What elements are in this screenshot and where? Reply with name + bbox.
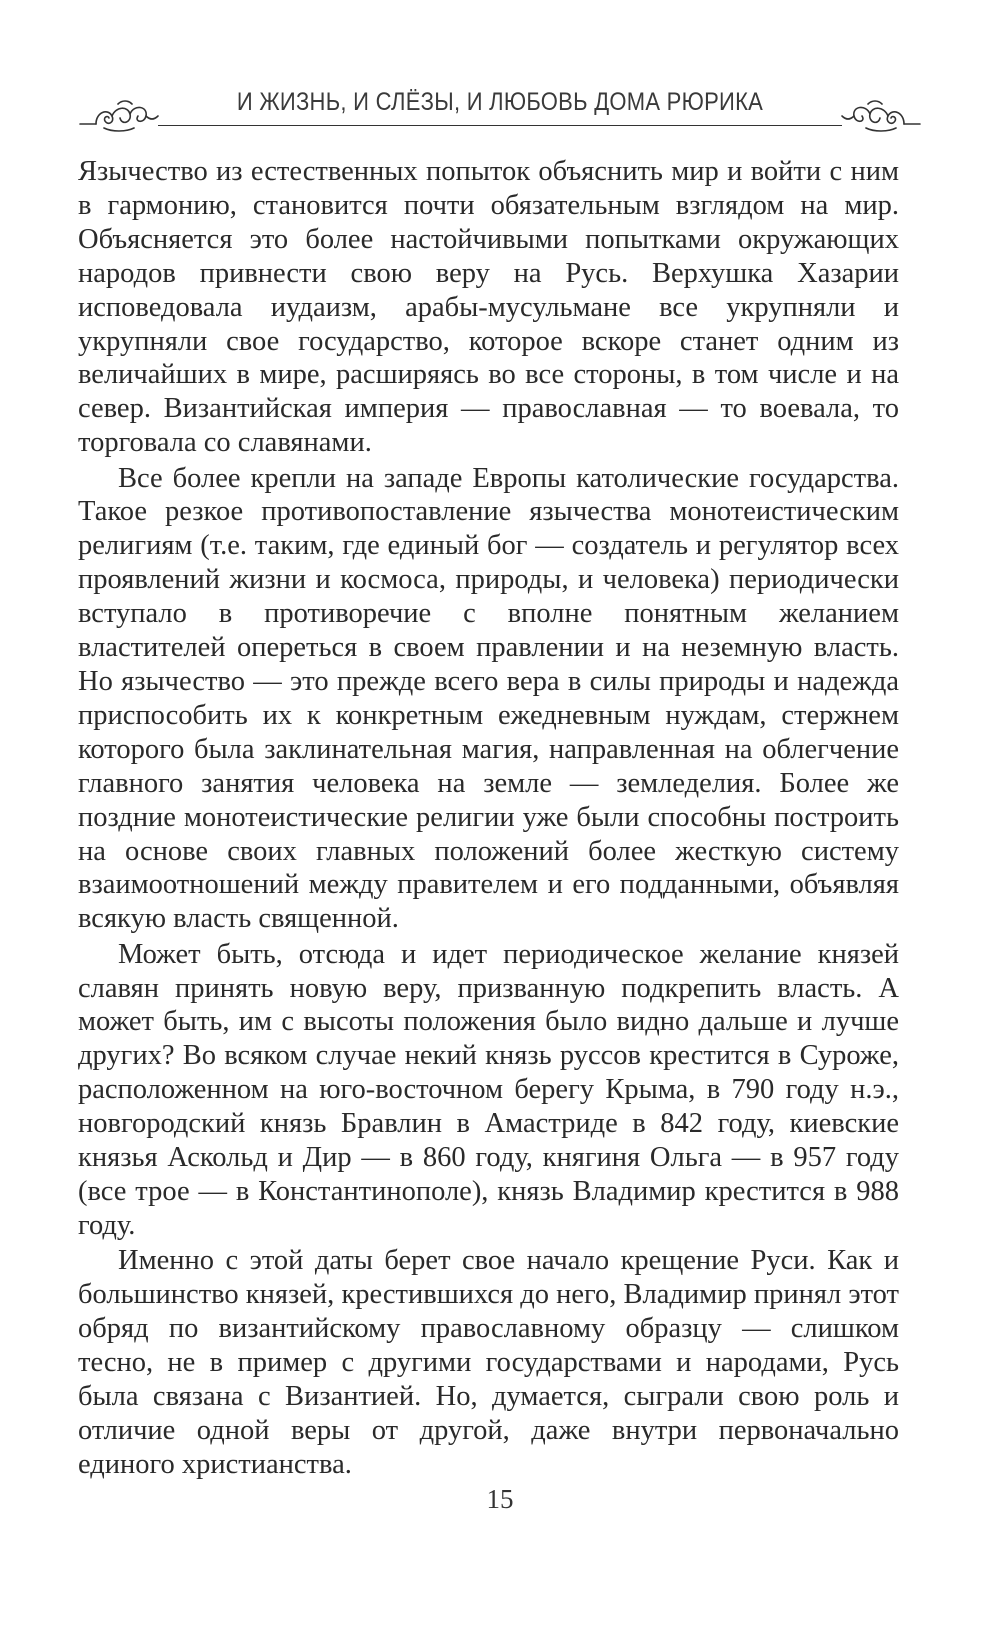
header-rule <box>158 125 842 126</box>
page-number: 15 <box>486 1484 514 1514</box>
body-text <box>78 155 899 1483</box>
paragraph: Язычество из естественных попыток объяснить мир и войти с ним в гармонию, становится почти обязательным взглядом на мир. Объясняется это более настойчивыми попытками окружающих народов привнести свою веру на Русь. Верхушка Хазарии исповедовала иудаизм, арабы-мусульмане все укрупняли и укрупняли свое государство, которое вскоре станет одним из величайших в мире, расширяясь во все стороны, в том числе и на север. Византийская империя — православная — то воевала, то торговала со славянами. <box>78 156 899 459</box>
scroll-ornament-icon <box>840 98 922 132</box>
running-header <box>78 88 922 138</box>
paragraph: Именно с этой даты берет свое начало крещение Руси. Как и большинство князей, крестившихся до него, Владимир принял этот обряд по византийскому православному образцу — слишком тесно, не в пример с другими государствами и народами, Русь была связана с Византией. Но, думается, сыграли свою роль и отличие одной веры от другой, даже внутри первоначально единого христианства. <box>78 1245 899 1480</box>
paragraph: Все более крепли на западе Европы католические государства. Такое резкое противопоставление язычества монотеистическим религиям (т.е. таким, где единый бог — создатель и регулятор всех проявлений жизни и космоса, природы, и человека) периодически вступало в противоречие с вполне понятным желанием властителей опереться в своем правлении и на неземную власть. Но язычество — это прежде всего вера в силы природы и надежда приспособить их к конкретным ежедневным нуждам, стержнем которого была заклинательная магия, направленная на облегчение главного занятия человека на земле — земледелия. Более же поздние монотеистические религии уже были способны построить на основе своих главных положений более жесткую систему взаимоотношений между правителем и его подданными, объявляя всякую власть священной. <box>78 462 899 935</box>
paragraph: Может быть, отсюда и идет периодическое желание князей славян принять новую веру, призванную подкрепить власть. А может быть, им с высоты положения было видно дальше и лучше других? Во всяком случае некий князь руссов крестится в Суроже, расположенном на юго-восточном берегу Крыма, в 790 году н.э., новгородский князь Бравлин в Амастриде в 842 году, киевские князья Аскольд и Дир — в 860 году, княгиня Ольга — в 957 году (все трое — в Константинополе), князь Владимир крестится в 988 году. <box>78 938 899 1241</box>
running-title: И ЖИЗНЬ, И СЛЁЗЫ, И ЛЮБОВЬ ДОМА РЮРИКА <box>236 88 764 116</box>
